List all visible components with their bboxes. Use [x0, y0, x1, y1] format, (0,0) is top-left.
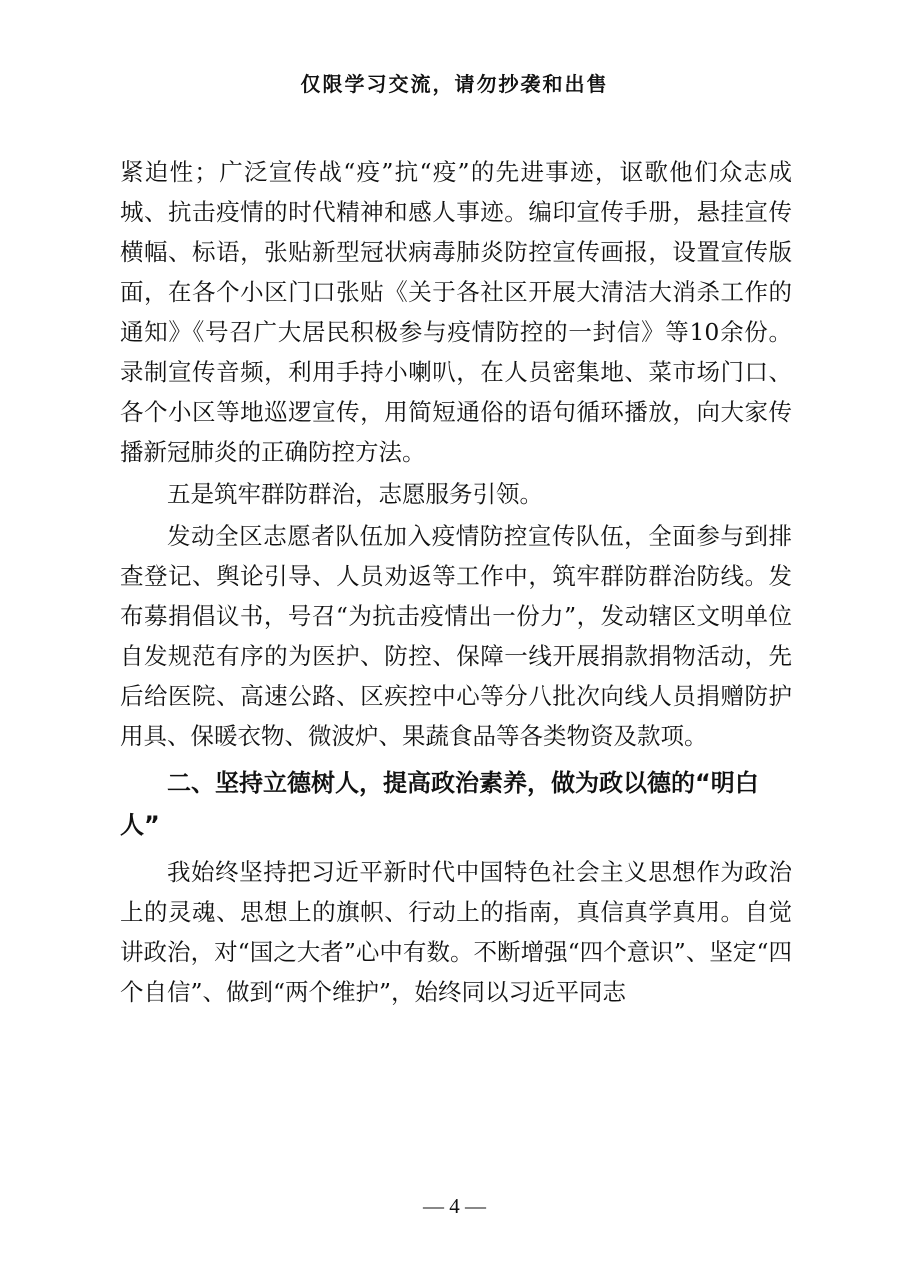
paragraph: 紧迫性；广泛宣传战“疫”抗“疫”的先进事迹，讴歌他们众志成城、抗击疫情的时代精神和感人事迹。编印宣传手册，悬挂宣传横幅、标语，张贴新型冠状病毒肺炎防控宣传画报，设置宣传版面，在各个小区门口张贴《关于各社区开展大清洁大消杀工作的通知》《号召广大居民积极参与疫情防控的一封信》等10余份。录制宣传音频，利用手持小喇叭，在人员密集地、菜市场门口、各个小区等地巡逻宣传，用简短通俗的语句循环播放，向大家传播新冠肺炎的正确防控方法。 — [120, 158, 792, 466]
paragraph: 五是筑牢群防群治，志愿服务引领。 — [167, 480, 543, 508]
paragraph: 发动全区志愿者队伍加入疫情防控宣传队伍，全面参与到排查登记、舆论引导、人员劝返等工作中，筑牢群防群治防线。发布募捐倡议书，号召“为抗击疫情出一份力”，发动辖区文明单位自发规范有序的为医护、防控、保障一线开展捐款捐物活动，先后给医院、高速公路、区疾控中心等分八批次向线人员捐赠防护用具、保暖衣物、微波炉、果蔬食品等各类物资及款项。 — [120, 522, 792, 750]
section-heading: 二、坚持立德树人，提高政治素养，做为政以德的“明白人” — [120, 769, 759, 839]
watermark-header: 仅限学习交流，请勿抄袭和出售 — [300, 72, 609, 96]
page-number: — 4 — — [423, 1194, 486, 1218]
paragraph: 我始终坚持把习近平新时代中国特色社会主义思想作为政治上的灵魂、思想上的旗帜、行动上的指南，真信真学真用。自觉讲政治，对“国之大者”心中有数。不断增强“四个意识”、坚定“四个自信”、做到“两个维护”，始终同以习近平同志 — [120, 858, 792, 1006]
document-body — [120, 152, 792, 1012]
